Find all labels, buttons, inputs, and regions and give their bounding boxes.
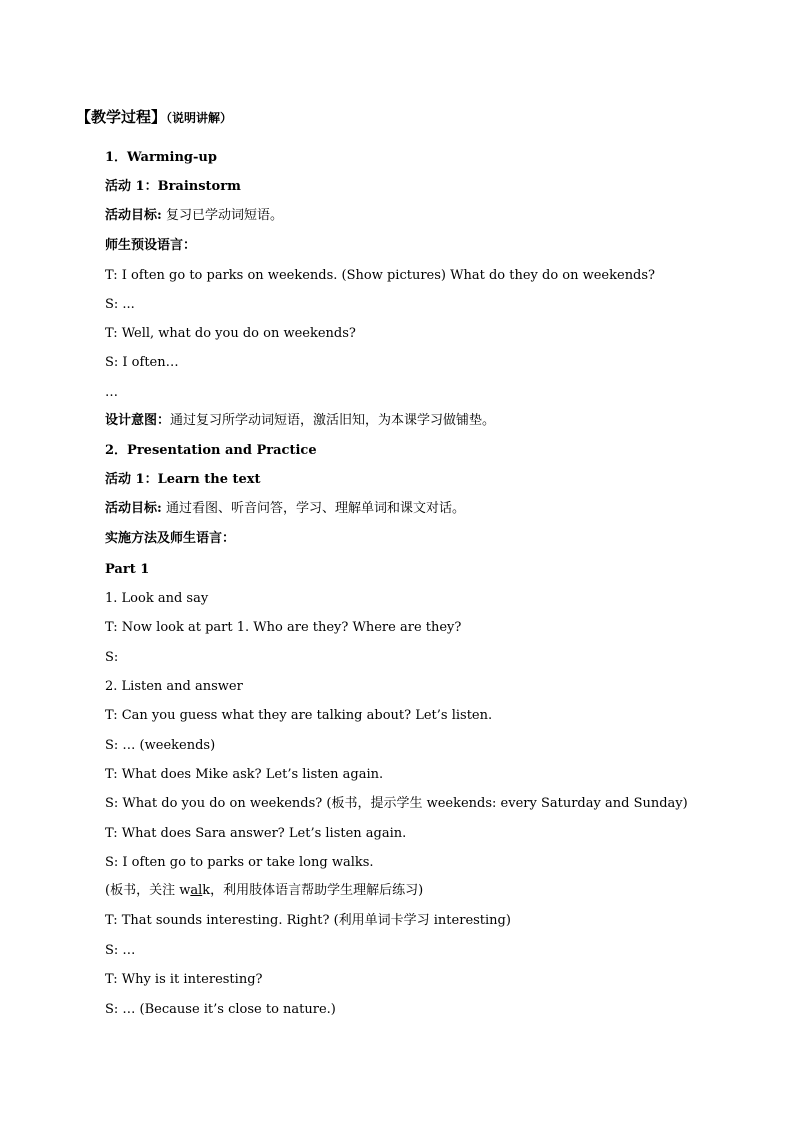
board-note (105, 882, 423, 900)
heading-presentation: 2．Presentation and Practice (105, 443, 317, 458)
part-heading: Part 1 (105, 562, 150, 577)
goal-label: 活动目标: (105, 501, 162, 516)
activity-1-heading (105, 178, 241, 196)
heading-warming-up: 1．Warming-up (105, 150, 217, 165)
dialogue-line: T: What does Sara answer? Let’s listen again. (105, 826, 407, 841)
dialogue-line: T: What does Mike ask? Let’s listen again. (105, 767, 384, 782)
dialogue-line: S: ... (105, 297, 135, 312)
activity-goal-1 (105, 207, 283, 225)
dialogue-line: T: Can you guess what they are talking about? Let’s listen. (105, 708, 493, 723)
dialogue-line: S: … (Because it’s close to nature.) (105, 1002, 336, 1017)
section-title (76, 108, 232, 127)
underlined-letters: al (190, 883, 203, 898)
preset-language-label: 师生预设语言： (105, 238, 197, 253)
goal-text: 复习已学动词短语。 (165, 208, 283, 223)
activity-label: 活动 1： (105, 472, 158, 487)
intent-text: 通过复习所学动词短语，激活旧知，为本课学习做铺垫。 (170, 413, 496, 428)
ellipsis-line: … (105, 385, 118, 400)
dialogue-line: S: … (105, 943, 136, 958)
activity-label: 活动 1： (105, 179, 158, 194)
goal-text: 通过看图、听音问答，学习、理解单词和课文对话。 (165, 501, 465, 516)
dialogue-line: T: I often go to parks on weekends. (Show pictures) What do they do on weekends? (105, 268, 656, 283)
dialogue-line: T: Now look at part 1. Who are they? Where are they? (105, 620, 462, 635)
dialogue-line: T: Well, what do you do on weekends? (105, 326, 356, 341)
note-text: (板书，关注 w (105, 883, 191, 898)
activity-name: Brainstorm (157, 179, 241, 194)
title-main: 【教学过程】 (76, 108, 167, 126)
dialogue-line: T: Why is it interesting? (105, 972, 263, 987)
step-line: 1. Look and say (105, 591, 209, 606)
activity-goal-2 (105, 500, 465, 518)
dialogue-line: S: What do you do on weekends? (板书，提示学生 weekends: every Saturday and Sunday) (105, 796, 688, 811)
activity-1-learn-heading (105, 471, 261, 489)
dialogue-line: S: I often go to parks or take long walks. (105, 855, 374, 870)
note-text: k，利用肢体语言帮助学生理解后练习) (202, 883, 424, 898)
dialogue-line: T: That sounds interesting. Right? (利用单词卡学习 interesting) (105, 913, 511, 928)
method-label: 实施方法及师生语言： (105, 531, 236, 546)
activity-name: Learn the text (157, 472, 261, 487)
dialogue-line: S: I often… (105, 355, 179, 370)
step-line: 2. Listen and answer (105, 679, 243, 694)
intent-label: 设计意图： (105, 413, 171, 428)
dialogue-line: S: … (weekends) (105, 738, 216, 753)
dialogue-line: S: (105, 650, 119, 665)
title-sub: （说明讲解） (166, 111, 233, 125)
goal-label: 活动目标: (105, 208, 162, 223)
design-intent (105, 412, 495, 430)
